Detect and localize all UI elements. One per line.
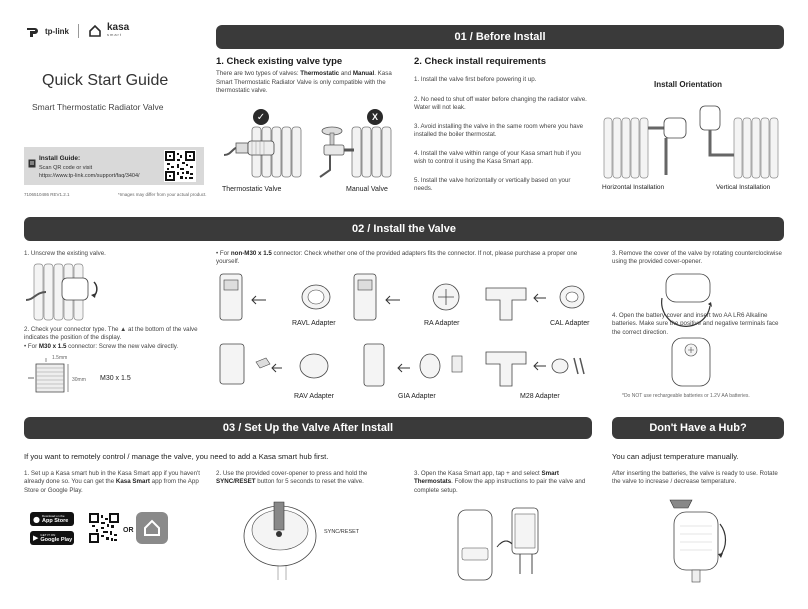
install-step-2: 2. Check your connector type. The ▲ at the bottom of the valve indicates the position of the display. [24,326,198,342]
adapter-label-m28: M28 Adapter [520,393,560,400]
hub-bar: Don't Have a Hub? [612,417,784,439]
install-step-3: 3. Remove the cover of the valve by rotating counterclockwise using the provided cover-opener. [612,250,782,266]
requirement-item: 5. Install the valve horizontally or vertically based on your needs. [414,177,571,193]
cover-removal-illustration [650,268,730,312]
requirement-item: 2. No need to shut off water before changing the radiator valve. Water will not leak. [414,96,587,112]
cal-adapter-illustration [480,270,592,325]
kasa-sub: smart [107,32,122,37]
section-03-bar: 03 / Set Up the Valve After Install [24,417,592,439]
sync-reset-illustration [240,496,330,586]
label-horizontal: Horizontal Installation [602,184,665,191]
hub-heading: You can adjust temperature manually. [612,452,739,461]
requirement-item: 1. Install the valve first before powering it up. [414,76,537,83]
section-01-bar: 01 / Before Install [216,25,784,49]
tplink-wordmark: tp-link [45,26,69,36]
doc-code: 7106510486 REV1.2.1 [24,192,70,197]
m30-connector-illustration [26,356,106,400]
manual-valve-illustration [316,125,396,180]
apple-icon: ● [33,514,40,524]
thermostatic-valve-illustration [222,125,302,180]
rav-adapter-illustration [216,340,346,392]
setup-step-2: 2. Use the provided cover-opener to press and hold the SYNC/RESET button for 5 seconds to reset the valve. [216,470,368,486]
adapter-label-gia: GIA Adapter [398,393,436,400]
label-vertical: Vertical Installation [716,184,771,191]
install-guide-label: Install Guide: [39,155,81,162]
app-pairing-illustration [450,504,560,584]
kasa-app-house-icon [143,519,161,537]
label-manual-valve: Manual Valve [346,186,388,193]
install-step-4: 4. Open the battery cover and insert two AA LR6 Alkaline batteries. Make sure the positive and negative terminals face the correct direction. [612,312,779,336]
install-guide-text: Scan QR code or visit [39,165,93,171]
qr-code-icon[interactable] [164,150,196,182]
kasa-app-icon[interactable] [136,512,168,544]
setup-step-3: 3. Open the Kasa Smart app, tap + and select Smart Thermostats. Follow the app instructions to pair the valve and complete setup. [414,470,586,494]
app-qr-code-icon[interactable] [88,512,120,544]
gia-adapter-illustration [360,340,470,392]
m30-label: M30 x 1.5 [100,375,131,382]
horizontal-install-illustration [602,100,692,180]
orientation-heading: Install Orientation [654,80,723,89]
adapter-label-ravl: RAVL Adapter [292,320,336,327]
section-02-bar: 02 / Install the Valve [24,217,784,241]
requirement-item: 3. Avoid installing the valve in the same room where you have installed the boiler thermostat. [414,123,584,139]
logo-divider [78,24,79,38]
label-thermostatic-valve: Thermostatic Valve [222,186,282,193]
non-m30-note: • For non-M30 x 1.5 connector: Check whether one of the provided adapters fits the connector. If not, please purchase a proper one yourself. [216,250,578,266]
m28-adapter-illustration [480,340,592,392]
cross-icon: X [371,112,378,122]
image-disclaimer: *Images may differ from your actual product. [118,192,207,197]
hub-text: After inserting the batteries, the valve is ready to use. Rotate the valve to increase / decrease temperature. [612,470,778,486]
dim-1-5mm: 1.5mm [52,355,68,361]
install-step-2-bullet: • For M30 x 1.5 connector: Screw the new valve directly. [24,343,179,350]
ok-badge [253,109,269,125]
battery-illustration [666,336,716,388]
no-badge [367,109,383,125]
sync-reset-label: SYNC/RESET [324,529,360,535]
kasa-house-icon [88,24,102,38]
google-play-badge[interactable]: ▶ GET IT ON Google Play [30,531,74,545]
unscrew-illustration [24,262,124,322]
kasa-wordmark: kasa [107,22,130,33]
page-subtitle: Smart Thermostatic Radiator Valve [32,102,164,112]
ra-adapter-illustration [350,270,470,325]
book-icon [28,159,36,168]
adapter-label-ra: RA Adapter [424,320,460,327]
check-valve-heading: 1. Check existing valve type [216,56,343,67]
page-title: Quick Start Guide [42,72,169,89]
ravl-adapter-illustration [216,270,346,325]
requirements-heading: 2. Check install requirements [414,56,546,67]
play-icon: ▶ [33,534,39,542]
app-store-badge[interactable]: ● Download on the App Store [30,512,74,526]
manual-adjust-illustration [662,496,732,586]
setup-intro: If you want to remotely control / manage the valve, you need to add a Kasa smart hub first. [24,452,329,461]
install-guide-panel [24,147,204,185]
check-valve-text: There are two types of valves: Thermostatic and Manual. Kasa Smart Thermostatic Radiator Valve is only compatible with the thermostatic valve. [216,70,392,95]
check-icon: ✓ [256,111,266,123]
or-label: OR [123,527,134,534]
vertical-install-illustration [694,100,784,180]
tplink-logo [24,24,129,38]
battery-note: *Do NOT use rechargeable batteries or 1.2V AA batteries. [622,393,750,399]
setup-step-1: 1. Set up a Kasa smart hub in the Kasa Smart app if you haven't already done so. You can get the Kasa Smart app from the App Store or Google Play. [24,470,200,494]
install-guide-url[interactable]: https://www.tp-link.com/support/faq/3404/ [39,173,140,179]
requirement-item: 4. Install the valve within range of your Kasa smart hub if you wish to control it using the Kasa Smart app. [414,150,581,166]
install-step-1: 1. Unscrew the existing valve. [24,250,106,257]
adapter-label-rav: RAV Adapter [294,393,334,400]
adapter-label-cal: CAL Adapter [550,320,590,327]
dim-30mm: 30mm [72,377,86,383]
tplink-logo-icon [24,24,40,38]
